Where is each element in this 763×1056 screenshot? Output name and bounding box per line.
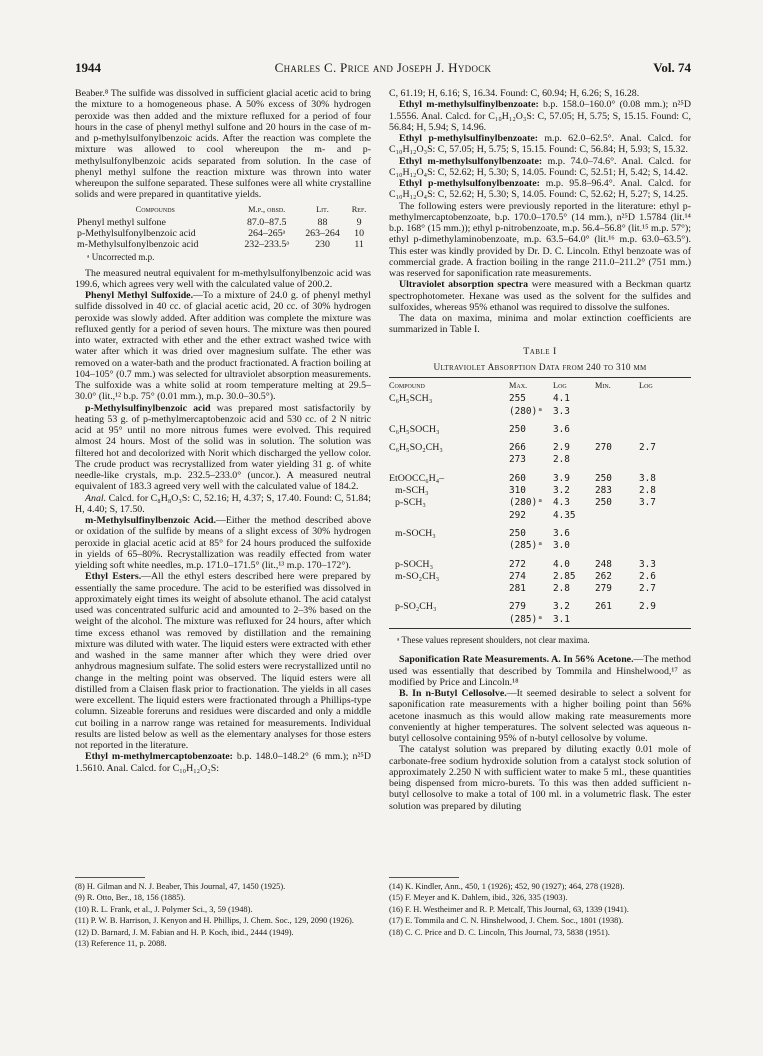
table-cell: p-SCH₃	[395, 497, 426, 509]
table-cell	[639, 510, 691, 522]
reference-entry: (9) R. Otto, Ber., 18, 156 (1885).	[75, 893, 186, 903]
reference-entry: (13) Reference 11, p. 2088.	[75, 939, 167, 949]
table-cell: 2.7	[639, 583, 656, 595]
table-cell: 3.8	[639, 472, 656, 484]
paragraph: The catalyst solution was prepared by diluting exactly 0.01 mole of carbonate-free sodium hydroxide solution from a catalyst stock solution of approximately 2.250 N with sufficient water to make 5 ml., these quantities being dispensed from micro-burets. To this was then added sufficient n-butyl cellosolve to make a total of 100 ml. in a volumetric flask. The ester solution was prepared by diluting	[389, 744, 691, 812]
paragraph-text: b.p. 158.0–160.0° (0.08 mm.); n²⁵D 1.5556. Anal. Calcd. for C₁₀H₁₂O₃S: C, 57.05; H, 5.75; S, 15.15. Found: C, 56.84; H, 5.94; S, 14.96.	[389, 99, 691, 133]
table-row	[75, 239, 371, 250]
table-cell: 4.35	[553, 509, 576, 521]
table-cell: 260	[509, 472, 526, 484]
table-cell	[595, 540, 639, 552]
table-footnote: ᵃ These values represent shoulders, not clear maxima.	[397, 635, 590, 645]
table-cell: 310	[509, 485, 526, 497]
table-row	[389, 614, 691, 629]
table-row	[389, 553, 691, 571]
page-header	[75, 60, 691, 76]
table-cell	[639, 418, 691, 436]
table-cell: 3.6	[553, 527, 570, 539]
run-in-heading: Ethyl m-methylsulfinylbenzoate:	[399, 99, 539, 111]
paragraph	[75, 403, 371, 493]
table-row	[389, 595, 691, 613]
table-cell	[639, 522, 691, 540]
paragraph	[389, 654, 691, 688]
table-cell: 11	[354, 239, 364, 251]
table-row	[389, 522, 691, 540]
footnote-rule	[75, 877, 145, 878]
melting-point-table	[75, 204, 371, 251]
table-cell: 255	[509, 393, 526, 405]
paragraph	[75, 751, 371, 774]
paragraph: The measured neutral equivalent for m-methylsulfonylbenzoic acid was 199.6, which agrees very well with the calculated value of 200.2.	[75, 267, 371, 290]
analysis-label: Anal.	[85, 492, 107, 504]
run-in-heading: Ethyl m-methylmercaptobenzoate:	[85, 751, 233, 763]
table-cell	[595, 454, 639, 466]
paragraph-text: —Either the method described above or oxidation of the sulfide by means of a slight excess of 30% hydrogen peroxide in glacial acetic acid at 85° for 24 hours produced the sulfoxide in yields of 65–80%. Recrystallization was readily effected from water yielding soft white needles, m.p. 171.0–171.5° (lit.,¹³ m.p. 170–172°).	[75, 515, 372, 572]
table-cell: 4.0	[553, 558, 570, 570]
table-cell: 281	[509, 583, 526, 595]
reference-entry: (16) F. H. Westheimer and R. P. Metcalf, This Journal, 63, 1339 (1941).	[389, 904, 629, 914]
table-cell: 266	[509, 442, 526, 454]
running-authors: Charles C. Price and Joseph J. Hydock	[274, 60, 492, 75]
table-cell: (280)ᵃ	[509, 497, 543, 509]
table-cell	[389, 583, 509, 595]
table-row	[75, 228, 371, 239]
table-cell	[595, 418, 639, 436]
table-cell: 279	[595, 583, 612, 595]
table-cell: 261	[595, 601, 612, 613]
table-cell: 3.9	[553, 472, 570, 484]
paragraph	[75, 571, 371, 751]
reference-entry: (18) C. C. Price and D. C. Lincoln, This Journal, 73, 5838 (1951).	[389, 927, 610, 937]
table-cell: 283	[595, 485, 612, 497]
table-cell	[389, 406, 509, 418]
paragraph-text: Calcd. for C₈H₈O₃S: C, 52.16; H, 4.37; S, 17.40. Found: C, 51.84; H, 4.40; S, 17.50.	[75, 492, 371, 515]
paragraph	[75, 515, 371, 571]
paragraph: Beaber.⁸ The sulfide was dissolved in sufficient glacial acetic acid to bring the mixture to a homogeneous phase. A 50% excess of 30% hydrogen peroxide was then added and the mixture refluxed for a period of four hours in the case of phenyl methyl sulfone and 20 hours in the case of m- and p-methylsulfonylbenzoic acids. After the reaction was complete the mixture was allowed to cool whereupon the m- and p-methylsulfonylbenzoic acids separated from solution. In the case of phenyl methyl sulfone the reaction mixture was thrown into water whereupon the sulfone separated. These sulfones were all white crystalline solids and were prepared in quantitative yields.	[75, 88, 371, 201]
table-cell	[389, 614, 509, 629]
reference-entry: (15) F. Meyer and K. Dahlem, ibid., 326, 335 (1903).	[389, 893, 568, 903]
table-cell: 9	[356, 216, 362, 228]
table-row	[389, 497, 691, 509]
table-cell: p-SOCH₃	[395, 558, 434, 570]
table-row	[389, 406, 691, 418]
table-cell: 4.1	[553, 393, 570, 405]
table-cell	[639, 454, 691, 466]
page-number: 1944	[75, 60, 101, 75]
table-cell: m-Methylsulfonylbenzoic acid	[77, 239, 199, 251]
table-row	[389, 467, 691, 485]
table-cell: 264–265ᵃ	[248, 228, 286, 240]
table-cell: 2.8	[553, 583, 570, 595]
table-cell	[595, 522, 639, 540]
table-header: Compounds	[135, 204, 175, 214]
reference-entry: (17) E. Tommila and C. N. Hinshelwood, J. Chem. Soc., 1801 (1938).	[389, 916, 624, 926]
table-cell: m-SCH₃	[395, 485, 429, 497]
table-row	[389, 510, 691, 522]
paragraph: C, 61.19; H, 6.16; S, 16.34. Found: C, 60.94; H, 6.26; S, 16.28.	[389, 88, 640, 99]
table-header: Max.	[509, 378, 553, 394]
run-in-heading: p-Methylsulfinylbenzoic acid	[85, 402, 211, 414]
table-cell: 274	[509, 570, 526, 582]
table-cell	[639, 614, 691, 629]
table-cell: 3.1	[553, 614, 595, 629]
paragraph-text: were measured with a Beckman quartz spectrophotometer. Hexane was used as the solvent for the sulfides and sulfoxides, whereas 95% ethanol was required to dissolve the sulfones.	[389, 279, 691, 313]
table-cell: Phenyl methyl sulfone	[77, 216, 166, 228]
table-cell: 10	[354, 228, 365, 240]
table-cell: 2.9	[553, 442, 570, 454]
table-cell	[389, 540, 509, 552]
table-cell: 272	[509, 558, 526, 570]
table-title: Ultraviolet Absorption Data from 240 to 310 mμ	[433, 362, 647, 373]
table-cell	[639, 393, 691, 405]
table-cell: C₆H₅SCH₃	[389, 393, 433, 405]
references-left	[75, 881, 371, 949]
table-cell: 279	[509, 601, 526, 613]
table-cell	[595, 614, 639, 629]
table-cell: 250	[595, 497, 612, 509]
run-in-heading: m-Methylsulfinylbenzoic Acid.	[85, 515, 216, 527]
table-cell: 88	[317, 216, 328, 228]
table-row	[389, 418, 691, 436]
uv-table-body	[389, 393, 691, 628]
table-header: M.p., obsd.	[248, 204, 286, 214]
table-cell	[595, 393, 639, 405]
table-header: Ref.	[351, 204, 367, 214]
table-cell: 3.3	[639, 558, 656, 570]
paragraph-text: —It seemed desirable to select a solvent for saponification rate measurements with a higher boiling point than 56% acetone inasmuch as this would allow making rate measurements more conveniently at higher temperatures. The solvent selected was aqueous n-butyl cellosolve containing 95% of n-butyl cellosolve by volume.	[389, 688, 691, 744]
table-cell: 2.9	[639, 601, 656, 613]
table-cell: 250	[509, 527, 526, 539]
table-row	[389, 393, 691, 405]
table-cell: 248	[595, 558, 612, 570]
table-row	[389, 583, 691, 595]
table-cell: 262	[595, 570, 612, 582]
paragraph-text: was prepared most satisfactorily by heating 53 g. of p-methylmercaptobenzoic acid and 530 cc. of 2 N nitric acid at 95° until no more nitrous fumes were evolved. This required almost 24 hours. Most of the solid was in solution. The solution was filtered hot and decolorized with Norit which discharged the yellow color. The crude product was recrystallized from water yielding 31 g. of white needle-like crystals, m.p. 232.5–233.0° (uncor.). A measured neutral equivalent of 183.3 agreed very well with the calculated value of 184.2.	[75, 402, 371, 493]
table-cell: 3.3	[553, 405, 570, 417]
table-cell: (285)ᵃ	[509, 540, 543, 552]
table-cell: 87.0–87.5	[246, 216, 287, 228]
table-cell	[389, 454, 509, 466]
table-cell: 3.6	[553, 423, 570, 435]
paragraph: The following esters were previously reported in the literature: ethyl p-methylmercaptobenzoate, b.p. 170.0–170.5° (14 mm.), n²⁵D 1.5784 (lit.¹⁴ b.p. 168° (15 mm.)); ethyl p-nitrobenzoate, m.p. 56.4–56.8° (lit.¹⁵ m.p. 57°); ethyl p-dimethylaminobenzoate, m.p. 63.5–64.0° (lit.¹⁶ m.p. 63.0–63.5°). This ester was kindly provided by Dr. D. C. Lincoln. Ethyl benzoate was of commercial grade. A fraction boiling in the range 211.0–211.2° (751 mm.) was reserved for saponification rate measurements.	[389, 200, 691, 279]
reference-entry: (8) H. Gilman and N. J. Beaber, This Journal, 47, 1450 (1925).	[75, 882, 286, 891]
table-cell: EtOOCC₆H₄–	[389, 472, 445, 484]
table-cell: 273	[509, 454, 526, 466]
run-in-heading: Ultraviolet absorption spectra	[399, 279, 529, 291]
table-cell: 232–233.5ᵃ	[244, 239, 290, 251]
table-footnote: ᵃ Uncorrected m.p.	[87, 251, 155, 262]
paragraph	[389, 279, 691, 313]
paragraph	[389, 99, 691, 133]
table-cell: 292	[509, 509, 526, 521]
table-cell	[639, 406, 691, 418]
reference-entry: (11) P. W. B. Harrison, J. Kenyon and H. Phillips, J. Chem. Soc., 129, 2090 (1926).	[75, 916, 354, 926]
run-in-heading: Phenyl Methyl Sulfoxide.	[85, 290, 194, 302]
references-right	[389, 881, 691, 938]
reference-entry: (14) K. Kindler, Ann., 450, 1 (1926); 452, 90 (1927); 464, 278 (1928).	[389, 882, 625, 891]
footnote-rule	[389, 877, 459, 878]
table-header: Compound	[389, 378, 509, 394]
paragraph-text: —To a mixture of 24.0 g. of phenyl methyl sulfide dissolved in 40 cc. of glacial acetic acid, 20 cc. of 30% hydrogen peroxide was slowly added. After addition was complete the mixture was refluxed gently for a period of seven hours. The mixture was then poured into water, extracted with ether and the ether extract washed twice with water after which it was dried over magnesium sulfate. The ether was removed on a water-bath and the product fractionated. A fraction boiling at 104–105° (0.7 mm.) was selected for ultraviolet absorption measurements. The sulfoxide was a white solid at room temperature melting at 29.5–30.0° (lit.,¹² b.p. 75° (0.01 mm.), m.p. 30.0–30.5°).	[75, 290, 371, 403]
table-row	[389, 454, 691, 466]
table-row	[389, 485, 691, 497]
table-header: Lit.	[316, 204, 329, 214]
table-row	[75, 217, 371, 228]
table-cell: 2.8	[553, 454, 570, 466]
table-cell: 250	[595, 472, 612, 484]
uv-absorption-table	[389, 377, 691, 629]
table-row	[389, 436, 691, 454]
paragraph	[389, 156, 691, 179]
paragraph	[389, 178, 691, 201]
run-in-heading: B. In n-Butyl Cellosolve.	[399, 688, 507, 699]
right-column	[389, 88, 691, 812]
table-header: Min.	[595, 378, 639, 394]
table-caption: Table I	[523, 345, 557, 357]
table-cell: 2.6	[639, 570, 656, 582]
table-cell: C₆H₅SOCH₃	[389, 423, 440, 435]
paragraph-text: m.p. 95.8–96.4°. Anal. Calcd. for C₁₀H₁₂O₄S: C, 52.62; H, 5.30; S, 14.05. Found: C, 52.62; H, 5.27; S, 14.25.	[389, 178, 692, 201]
table-cell: 3.0	[553, 540, 570, 552]
table-row	[389, 571, 691, 583]
table-cell: 3.7	[639, 497, 656, 509]
run-in-heading: Ethyl Esters.	[85, 571, 142, 583]
table-cell: p-SO₂CH₃	[395, 601, 437, 613]
volume-label: Vol. 74	[653, 60, 691, 75]
table-cell: 2.7	[639, 442, 656, 454]
run-in-heading: Saponification Rate Measurements. A. In 56% Acetone.	[399, 654, 634, 666]
table-cell: 263–264	[305, 228, 340, 240]
table-cell: 3.2	[553, 485, 570, 497]
paragraph: The data on maxima, minima and molar extinction coefficients are summarized in Table I.	[389, 313, 691, 336]
paragraph-text: —All the ethyl esters described here were prepared by essentially the same procedure. The acid to be esterified was dissolved in approximately eight times its weight of absolute ethanol. The acid catalyst used was concentrated sulfuric acid and amounted to 2–3% based on the weight of the alcohol. The mixture was refluxed for 24 hours, after which time excess ethanol was removed by distillation and the remaining mixture was diluted with water. The liquid esters were extracted with ether and washed in the same manner after which they were dried over anhydrous magnesium sulfate. The solid esters were recrystallized until no change in the melting point was observed. The liquid esters were all distilled from a Claisen flask prior to fractionation. The yields in all cases were excellent. The liquid esters were fractionated through a Phillips-type column. Sizeable foreruns and residues were discarded and only a middle cut boiling in a narrow range was retained for measurements. Individual results are listed below as well as the elementary analyses for those esters not reported in the literature.	[75, 571, 371, 752]
table-header: Log	[553, 378, 595, 394]
paragraph	[389, 688, 691, 744]
reference-entry: (10) R. L. Frank, et al., J. Polymer Sci., 3, 59 (1948).	[75, 904, 253, 914]
run-in-heading: Ethyl p-methylsulfonylbenzoate:	[399, 178, 540, 189]
table-cell	[639, 540, 691, 552]
table-cell: 270	[595, 442, 612, 454]
table-cell	[595, 406, 639, 418]
table-cell	[389, 510, 509, 522]
table-header: Log	[639, 378, 691, 394]
run-in-heading: Ethyl m-methylsulfonylbenzoate:	[399, 155, 543, 167]
paragraph	[75, 290, 371, 403]
paragraph-text: b.p. 148.0–148.2° (6 mm.); n²⁵D 1.5610. Anal. Calcd. for C₁₀H₁₂O₂S:	[75, 751, 371, 774]
table-cell: m-SOCH₃	[395, 527, 436, 539]
paragraph-text: —The method used was essentially that described by Tommila and Hinshelwood,¹⁷ as modified by Price and Lincoln.¹⁸	[389, 654, 691, 688]
table-cell	[595, 510, 639, 522]
paragraph	[75, 493, 371, 516]
paragraph-text: m.p. 74.0–74.6°. Anal. Calcd. for C₁₀H₁₂O₄S: C, 52.62; H, 5.30; S, 14.05. Found: C, 52.51; H, 5.42; S, 14.42.	[389, 155, 692, 178]
reference-entry: (12) D. Barnard, J. M. Fabian and H. P. Koch, ibid., 2444 (1949).	[75, 927, 294, 937]
table-cell: 3.2	[553, 601, 570, 613]
table-cell: 2.85	[553, 570, 576, 582]
paragraph-text: m.p. 62.0–62.5°. Anal. Calcd. for C₁₀H₁₂O₃S: C, 57.05; H, 5.75; S, 15.15. Found: C, 56.84; H, 5.93; S, 15.32.	[389, 133, 691, 156]
run-in-heading: Ethyl p-methylsulfinylbenzoate:	[399, 133, 539, 144]
table-cell: m-SO₂CH₃	[395, 570, 440, 582]
table-cell: 4.3	[553, 497, 570, 509]
table-cell: 230	[315, 239, 330, 251]
table-cell: p-Methylsulfonylbenzoic acid	[77, 228, 196, 240]
table-cell: C₆H₅SO₂CH₃	[389, 442, 443, 454]
table-cell: 250	[509, 423, 526, 435]
paragraph	[389, 133, 691, 156]
table-cell: (285)ᵃ	[509, 614, 553, 629]
table-row	[389, 540, 691, 552]
table-cell: 2.8	[639, 485, 656, 497]
table-cell: (280)ᵃ	[509, 405, 543, 417]
left-column	[75, 88, 371, 774]
